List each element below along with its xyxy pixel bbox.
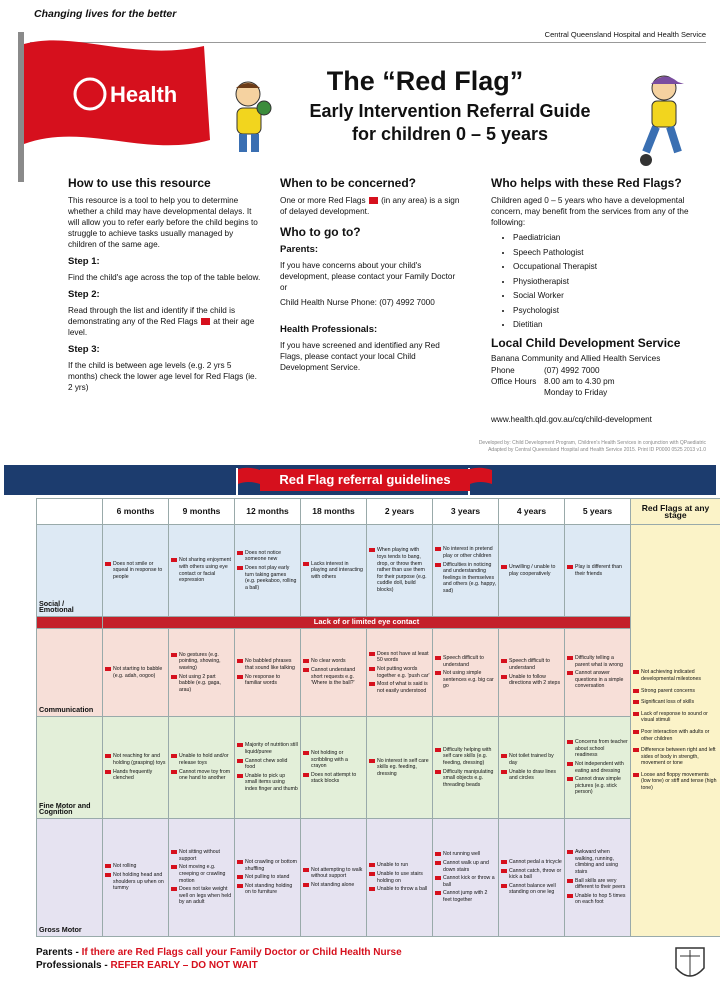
red-flag-item: Significant loss of skills <box>633 699 718 706</box>
spacer-cell <box>37 617 103 629</box>
red-flag-item: Unable to hold and/or release toys <box>171 753 232 766</box>
red-flag-item: No interest in self care skills eg. feeding, dressing <box>369 758 430 778</box>
red-flag-item: Play is different than their friends <box>567 564 628 577</box>
red-flag-item: Cannot jump with 2 feet together <box>435 890 496 903</box>
red-flag-item: Not using 2 part babble (e.g. gaga, arau) <box>171 674 232 694</box>
red-flag-item: Not moving e.g. creeping or crawling motion <box>171 864 232 884</box>
table-cell <box>103 629 169 717</box>
age-header: 5 years <box>565 499 631 525</box>
red-flag-item: Not standing alone <box>303 882 364 889</box>
table-cell <box>367 629 433 717</box>
red-flag-item: Difficulty telling a parent what is wrong <box>567 655 628 668</box>
age-header: 4 years <box>499 499 565 525</box>
red-flag-item: Concerns from teacher about school readiness <box>567 739 628 759</box>
red-flag-item: Not using simple sentences e.g. big car go <box>435 670 496 690</box>
red-flag-item: Cannot answer questions in a simple conversation <box>567 670 628 690</box>
how-to-heading: How to use this resource <box>68 176 211 190</box>
footer-parents: Parents - If there are Red Flags call your Family Doctor or Child Health Nurse <box>36 947 402 958</box>
subtitle-line-2: for children 0 – 5 years <box>351 124 549 144</box>
red-flag-item: No babbled phrases that sound like talking <box>237 658 298 671</box>
red-flag-item: Cannot move toy from one hand to another <box>171 769 232 782</box>
any-stage-header: Red Flags at any stage <box>631 499 720 525</box>
red-flag-item: Cannot kick or throw a ball <box>435 875 496 888</box>
table-cell <box>235 525 301 617</box>
table-cell <box>169 629 235 717</box>
red-flag-item: Speech difficult to understand <box>501 658 562 671</box>
red-flag-item: Unwilling / unable to play cooperatively <box>501 564 562 577</box>
red-flag-item: Not toilet trained by day <box>501 753 562 766</box>
step1-title: Step 1: <box>68 256 100 267</box>
red-flag-item: Not sitting without support <box>171 849 232 862</box>
table-cell <box>433 717 499 819</box>
red-flag-item: Cannot understand short requests e.g. 'Where is the ball?' <box>303 667 364 687</box>
red-flag-table <box>36 498 720 937</box>
phone-row: Phone (07) 4992 7000 <box>491 366 600 375</box>
red-flag-item: Does not smile or squeal in response to people <box>105 561 166 581</box>
who-helps-column <box>491 178 711 429</box>
red-flag-item: Not standing holding on to furniture <box>237 883 298 896</box>
step2-text: Read through the list and identify if the child is demonstrating any of the Red Flags at their age level. <box>68 306 255 337</box>
table-cell <box>499 819 565 937</box>
step1-text: Find the child's age across the top of the table below. <box>68 273 261 282</box>
red-flag-item: Cannot pedal a tricycle <box>501 859 562 866</box>
concern-text: One or more Red Flags (in any area) is a sign of delayed development. <box>280 196 460 216</box>
red-flag-item: Unable to pick up small items using index finger and thumb <box>237 773 298 793</box>
red-flag-item: Hands frequently clenched <box>105 769 166 782</box>
social-emotional-row <box>37 525 720 617</box>
table-cell <box>565 717 631 819</box>
fine-motor-row <box>37 717 720 819</box>
red-flag-item: Does not have at least 50 words <box>369 651 430 664</box>
banner-flag-icon <box>466 466 494 496</box>
table-cell <box>235 629 301 717</box>
table-cell <box>499 717 565 819</box>
category-label: Social / Emotional <box>37 525 103 617</box>
table-header-row <box>37 499 720 525</box>
prof-text: If you have screened and identified any Red Flags, please contact your local Child Development Service. <box>280 341 440 372</box>
banner-flag-icon <box>234 466 262 496</box>
red-flag-icon <box>201 318 210 325</box>
hours-row: Office Hours 8.00 am to 4.30 pm <box>491 377 615 386</box>
red-flag-item: Not reaching for and holding (grasping) toys <box>105 753 166 766</box>
table-cell <box>433 629 499 717</box>
concern-heading: When to be concerned? <box>280 176 417 190</box>
red-flag-item: Not attempting to walk without support <box>303 867 364 880</box>
red-flag-item: Loose and floppy movements (low tone) or stiff and tense (high tone) <box>633 772 718 792</box>
table-cell <box>433 819 499 937</box>
red-flag-item: Poor interaction with adults or other children <box>633 729 718 742</box>
table-cell <box>169 819 235 937</box>
table-cell <box>169 525 235 617</box>
table-cell <box>367 717 433 819</box>
table-cell <box>499 629 565 717</box>
service-item: • Psychologist <box>513 305 711 316</box>
table-cell <box>367 525 433 617</box>
red-flag-item: Does not attempt to stack blocks <box>303 772 364 785</box>
corner-cell <box>37 499 103 525</box>
red-flag-item: Not achieving indicated developmental milestones <box>633 669 718 682</box>
red-flag-item: Ball skills are very different to their peers <box>567 878 628 891</box>
eye-contact-row <box>37 617 720 629</box>
concern-column <box>280 178 460 377</box>
red-flag-item: No clear words <box>303 658 364 665</box>
table-cell <box>235 717 301 819</box>
red-flag-item: Unable to draw lines and circles <box>501 769 562 782</box>
red-flag-item: Cannot balance well standing on one leg <box>501 883 562 896</box>
flag-pole <box>18 32 24 182</box>
red-flag-item: Unable to follow directions with 2 steps <box>501 674 562 687</box>
category-label: Gross Motor <box>37 819 103 937</box>
who-helps-intro: Children aged 0 – 5 years who have a developmental concern, may benefit from the services from any of the following: <box>491 196 689 227</box>
table-cell <box>565 819 631 937</box>
table-cell <box>301 525 367 617</box>
red-flag-item: Unable to use stairs holding on <box>369 871 430 884</box>
red-flag-item: Difficulties in noticing and understanding feelings in themselves and others (e.g. happy, sad) <box>435 562 496 595</box>
eye-contact-banner: Lack of or limited eye contact <box>103 617 631 629</box>
red-flag-item: No gestures (e.g. pointing, showing, waving) <box>171 652 232 672</box>
red-flag-item: Not independent with eating and dressing <box>567 761 628 774</box>
age-header: 18 months <box>301 499 367 525</box>
tagline: Changing lives for the better <box>34 8 177 20</box>
table-cell <box>103 717 169 819</box>
service-item: • Physiotherapist <box>513 276 711 287</box>
table-cell <box>367 819 433 937</box>
banner-title: Red Flag referral guidelines <box>260 469 470 491</box>
footer-professionals: Professionals - REFER EARLY – DO NOT WAIT <box>36 960 258 971</box>
gross-motor-row <box>37 819 720 937</box>
red-flag-item: Most of what is said is not easily understood <box>369 681 430 694</box>
red-flag-item: Awkward when walking, running, climbing and using stairs <box>567 849 628 875</box>
footer <box>36 946 402 972</box>
red-flag-logo <box>4 22 219 182</box>
prof-title: Health Professionals: <box>280 324 378 335</box>
service-item: • Social Worker <box>513 290 711 301</box>
category-label: Fine Motor and Cognition <box>37 717 103 819</box>
age-header: 3 years <box>433 499 499 525</box>
table-cell <box>169 717 235 819</box>
red-flag-item: Not crawling or bottom shuffling <box>237 859 298 872</box>
who-heading: Who to go to? <box>280 225 361 239</box>
red-flag-item: Not rolling <box>105 863 166 870</box>
logo-text: Health <box>110 82 178 107</box>
red-flag-item: Not starting to babble (e.g. adah, oogoo) <box>105 666 166 679</box>
how-to-intro: This resource is a tool to help you to determine whether a child may have developmental delays. It will allow you to refer early before the child begins to struggle to achieve tasks usually managed by children of the same age. <box>68 196 258 249</box>
parents-phone: Child Health Nurse Phone: (07) 4992 7000 <box>280 298 435 307</box>
red-flag-item: When playing with toys tends to bang, drop, or throw them rather than use them for their purpose (e.g. cuddle doll, build blocks) <box>369 547 430 593</box>
service-item: • Speech Pathologist <box>513 247 711 258</box>
service-name: Central Queensland Hospital and Health Service <box>544 30 706 39</box>
step2-title: Step 2: <box>68 289 100 300</box>
running-boy-icon <box>634 70 694 170</box>
lcds-org: Banana Community and Allied Health Services <box>491 354 661 363</box>
lcds-heading: Local Child Development Service <box>491 336 681 350</box>
red-flag-item: Unable to hop 5 times on each foot <box>567 893 628 906</box>
how-to-column <box>68 178 263 397</box>
red-flag-item: Cannot catch, throw or kick a ball <box>501 868 562 881</box>
queensland-crest-icon <box>668 942 712 994</box>
red-flag-item: Does not notice someone new <box>237 550 298 563</box>
table-cell <box>301 819 367 937</box>
red-flag-item: Lacks interest in playing and interacting with others <box>303 561 364 581</box>
any-stage-cell <box>631 525 720 937</box>
hours-row-2: Monday to Friday <box>544 388 608 397</box>
red-flag-item: Does not play early turn taking games (e.g. peekaboo, rolling a ball) <box>237 565 298 591</box>
red-flag-item: Speech difficult to understand <box>435 655 496 668</box>
service-item: • Occupational Therapist <box>513 261 711 272</box>
services-list <box>513 232 711 330</box>
age-header: 9 months <box>169 499 235 525</box>
red-flag-item: Lack of response to sound or visual stimuli <box>633 711 718 724</box>
red-flag-item: Difficulty manipulating small objects e.g. threading beads <box>435 769 496 789</box>
cds-link[interactable]: www.health.qld.gov.au/cq/child-development <box>491 415 652 424</box>
table-cell <box>103 525 169 617</box>
red-flag-item: Unable to throw a ball <box>369 886 430 893</box>
table-cell <box>565 629 631 717</box>
page-subtitle <box>280 100 620 146</box>
red-flag-item: Does not take weight well on legs when held by an adult <box>171 886 232 906</box>
red-flag-item: Not sharing enjoyment with others using eye contact or facial expression <box>171 557 232 583</box>
red-flag-item: No interest in pretend play or other children <box>435 546 496 559</box>
red-flag-item: Not holding head and shoulders up when on tummy <box>105 872 166 892</box>
red-flag-item: Unable to run <box>369 862 430 869</box>
step3-title: Step 3: <box>68 344 100 355</box>
red-flag-icon <box>369 197 378 204</box>
age-header: 12 months <box>235 499 301 525</box>
development-note: Developed by: Child Development Program, Children's Health Services in conjunction with QPaediatric Adapted by Central Queensland Hospital and Health Service 2015. Print ID P0000 0525 2013 v1.0 <box>478 440 706 453</box>
red-flag-item: Not running well <box>435 851 496 858</box>
page-title: The “Red Flag” <box>326 66 524 96</box>
table-cell <box>499 525 565 617</box>
table-cell <box>301 629 367 717</box>
red-flag-item: Not pulling to stand <box>237 874 298 881</box>
red-flag-item: Not putting words together e.g. 'push car' <box>369 666 430 679</box>
red-flag-item: Strong parent concerns <box>633 688 718 695</box>
service-item: • Dietitian <box>513 319 711 330</box>
red-flag-item: Difference between right and left sides of body in strength, movement or tone <box>633 747 718 767</box>
red-flag-item: Majority of nutrition still liquid/puree <box>237 742 298 755</box>
step3-text: If the child is between age levels (e.g. 2 yrs 5 months) check the lower age level for Red Flags (ie. 2 yrs) <box>68 361 257 392</box>
table-cell <box>565 525 631 617</box>
service-item: • Paediatrician <box>513 232 711 243</box>
who-helps-heading: Who helps with these Red Flags? <box>491 176 682 190</box>
red-flag-item: Cannot chew solid food <box>237 758 298 771</box>
table-cell <box>235 819 301 937</box>
red-flag-item: Difficulty helping with self care skills (e.g. feeding, dressing) <box>435 747 496 767</box>
communication-row <box>37 629 720 717</box>
age-header: 6 months <box>103 499 169 525</box>
red-flag-item: No response to familiar words <box>237 674 298 687</box>
category-label: Communication <box>37 629 103 717</box>
table-cell <box>103 819 169 937</box>
red-flag-item: Cannot draw simple pictures (e.g. stick person) <box>567 776 628 796</box>
parents-text: If you have concerns about your child's development, please contact your Family Doctor or <box>280 261 456 292</box>
red-flag-item: Not holding or scribbling with a crayon <box>303 750 364 770</box>
parents-title: Parents: <box>280 244 319 255</box>
age-header: 2 years <box>367 499 433 525</box>
subtitle-line-1: Early Intervention Referral Guide <box>309 101 591 121</box>
red-flag-item: Cannot walk up and down stairs <box>435 860 496 873</box>
table-cell <box>433 525 499 617</box>
table-cell <box>301 717 367 819</box>
